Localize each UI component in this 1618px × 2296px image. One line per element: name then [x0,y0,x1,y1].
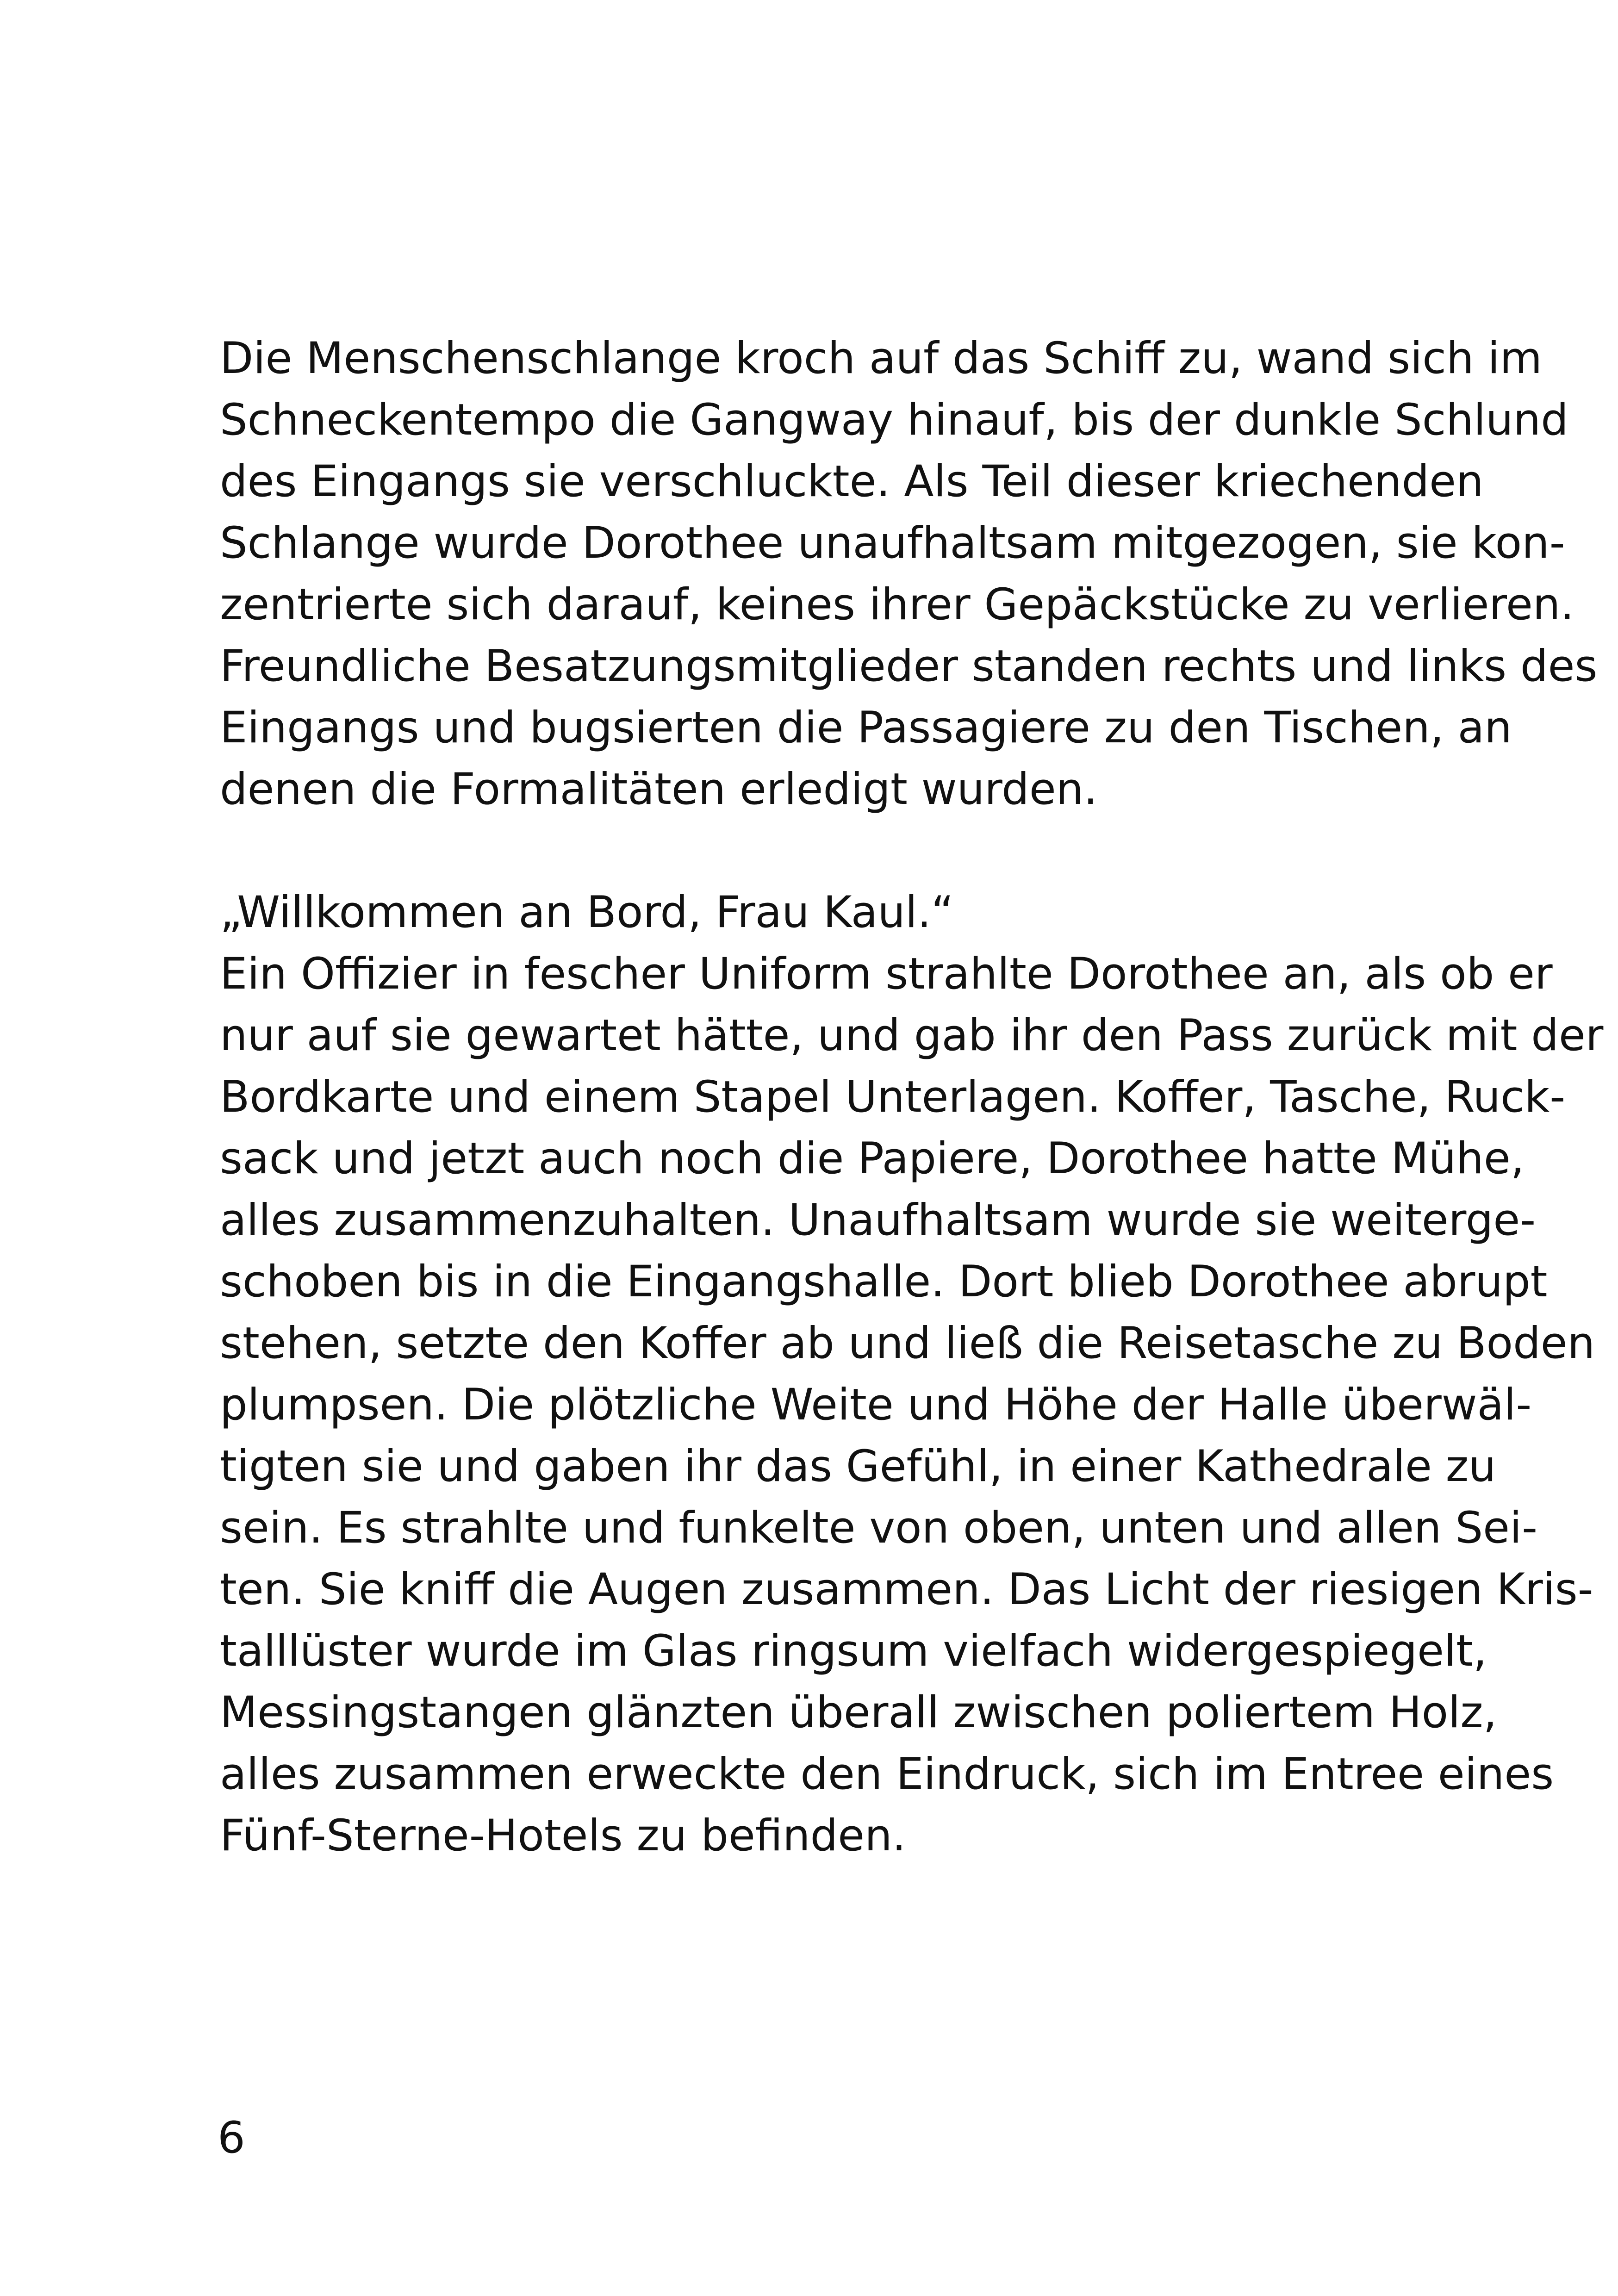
text-line: ten. Sie kniff die Augen zusammen. Das Licht der riesigen Kris- [220,1564,1593,1615]
text-line: Ein Offizier in fescher Uniform strahlte Dorothee an, als ob er [220,949,1553,999]
text-line: zentrierte sich darauf, keines ihrer Gepäckstücke zu verlieren. [220,579,1574,630]
text-line: Freundliche Besatzungsmitglieder standen rechts und links des [220,641,1598,691]
text-line: talllüster wurde im Glas ringsum vielfach widergespiegelt, [220,1626,1487,1676]
text-line: stehen, setzte den Koffer ab und ließ die Reisetasche zu Boden [220,1318,1595,1369]
text-line: denen die Formalitäten erledigt wurden. [220,764,1098,815]
text-line: Bordkarte und einem Stapel Unterlagen. Koffer, Tasche, Ruck- [220,1072,1566,1122]
text-line: nur auf sie gewartet hätte, und gab ihr den Pass zurück mit der [220,1010,1604,1061]
text-line: alles zusammenzuhalten. Unaufhaltsam wurde sie weiterge- [220,1195,1536,1245]
text-line: Messingstangen glänzten überall zwischen poliertem Holz, [220,1687,1497,1738]
text-line: sein. Es strahlte und funkelte von oben, unten und allen Sei- [220,1503,1537,1553]
text-line: tigten sie und gaben ihr das Gefühl, in einer Kathedrale zu [220,1441,1496,1492]
text-line: Schlange wurde Dorothee unaufhaltsam mitgezogen, sie kon- [220,518,1565,568]
text-line: plumpsen. Die plötzliche Weite und Höhe der Halle überwäl- [220,1380,1532,1430]
text-line: des Eingangs sie verschluckte. Als Teil dieser kriechenden [220,456,1484,507]
text-line: Schneckentempo die Gangway hinauf, bis der dunkle Schlund [220,395,1568,445]
dialogue-line: „Willkommen an Bord, Frau Kaul.“ [220,887,954,938]
text-line: Fünf-Sterne-Hotels zu befinden. [220,1811,906,1861]
text-line: Die Menschenschlange kroch auf das Schiff zu, wand sich im [220,333,1543,384]
text-line: alles zusammen erweckte den Eindruck, sich im Entree eines [220,1749,1554,1799]
paragraph-2 [220,943,1604,1867]
paragraph-1 [220,328,1598,820]
text-line: schoben bis in die Eingangshalle. Dort blieb Dorothee abrupt [220,1257,1548,1307]
paragraph-spacer [220,820,1400,882]
text-line: sack und jetzt auch noch die Papiere, Dorothee hatte Mühe, [220,1133,1525,1184]
body-text [220,328,1604,1867]
page-number: 6 [218,2113,245,2163]
text-line: Eingangs und bugsierten die Passagiere zu den Tischen, an [220,703,1512,753]
